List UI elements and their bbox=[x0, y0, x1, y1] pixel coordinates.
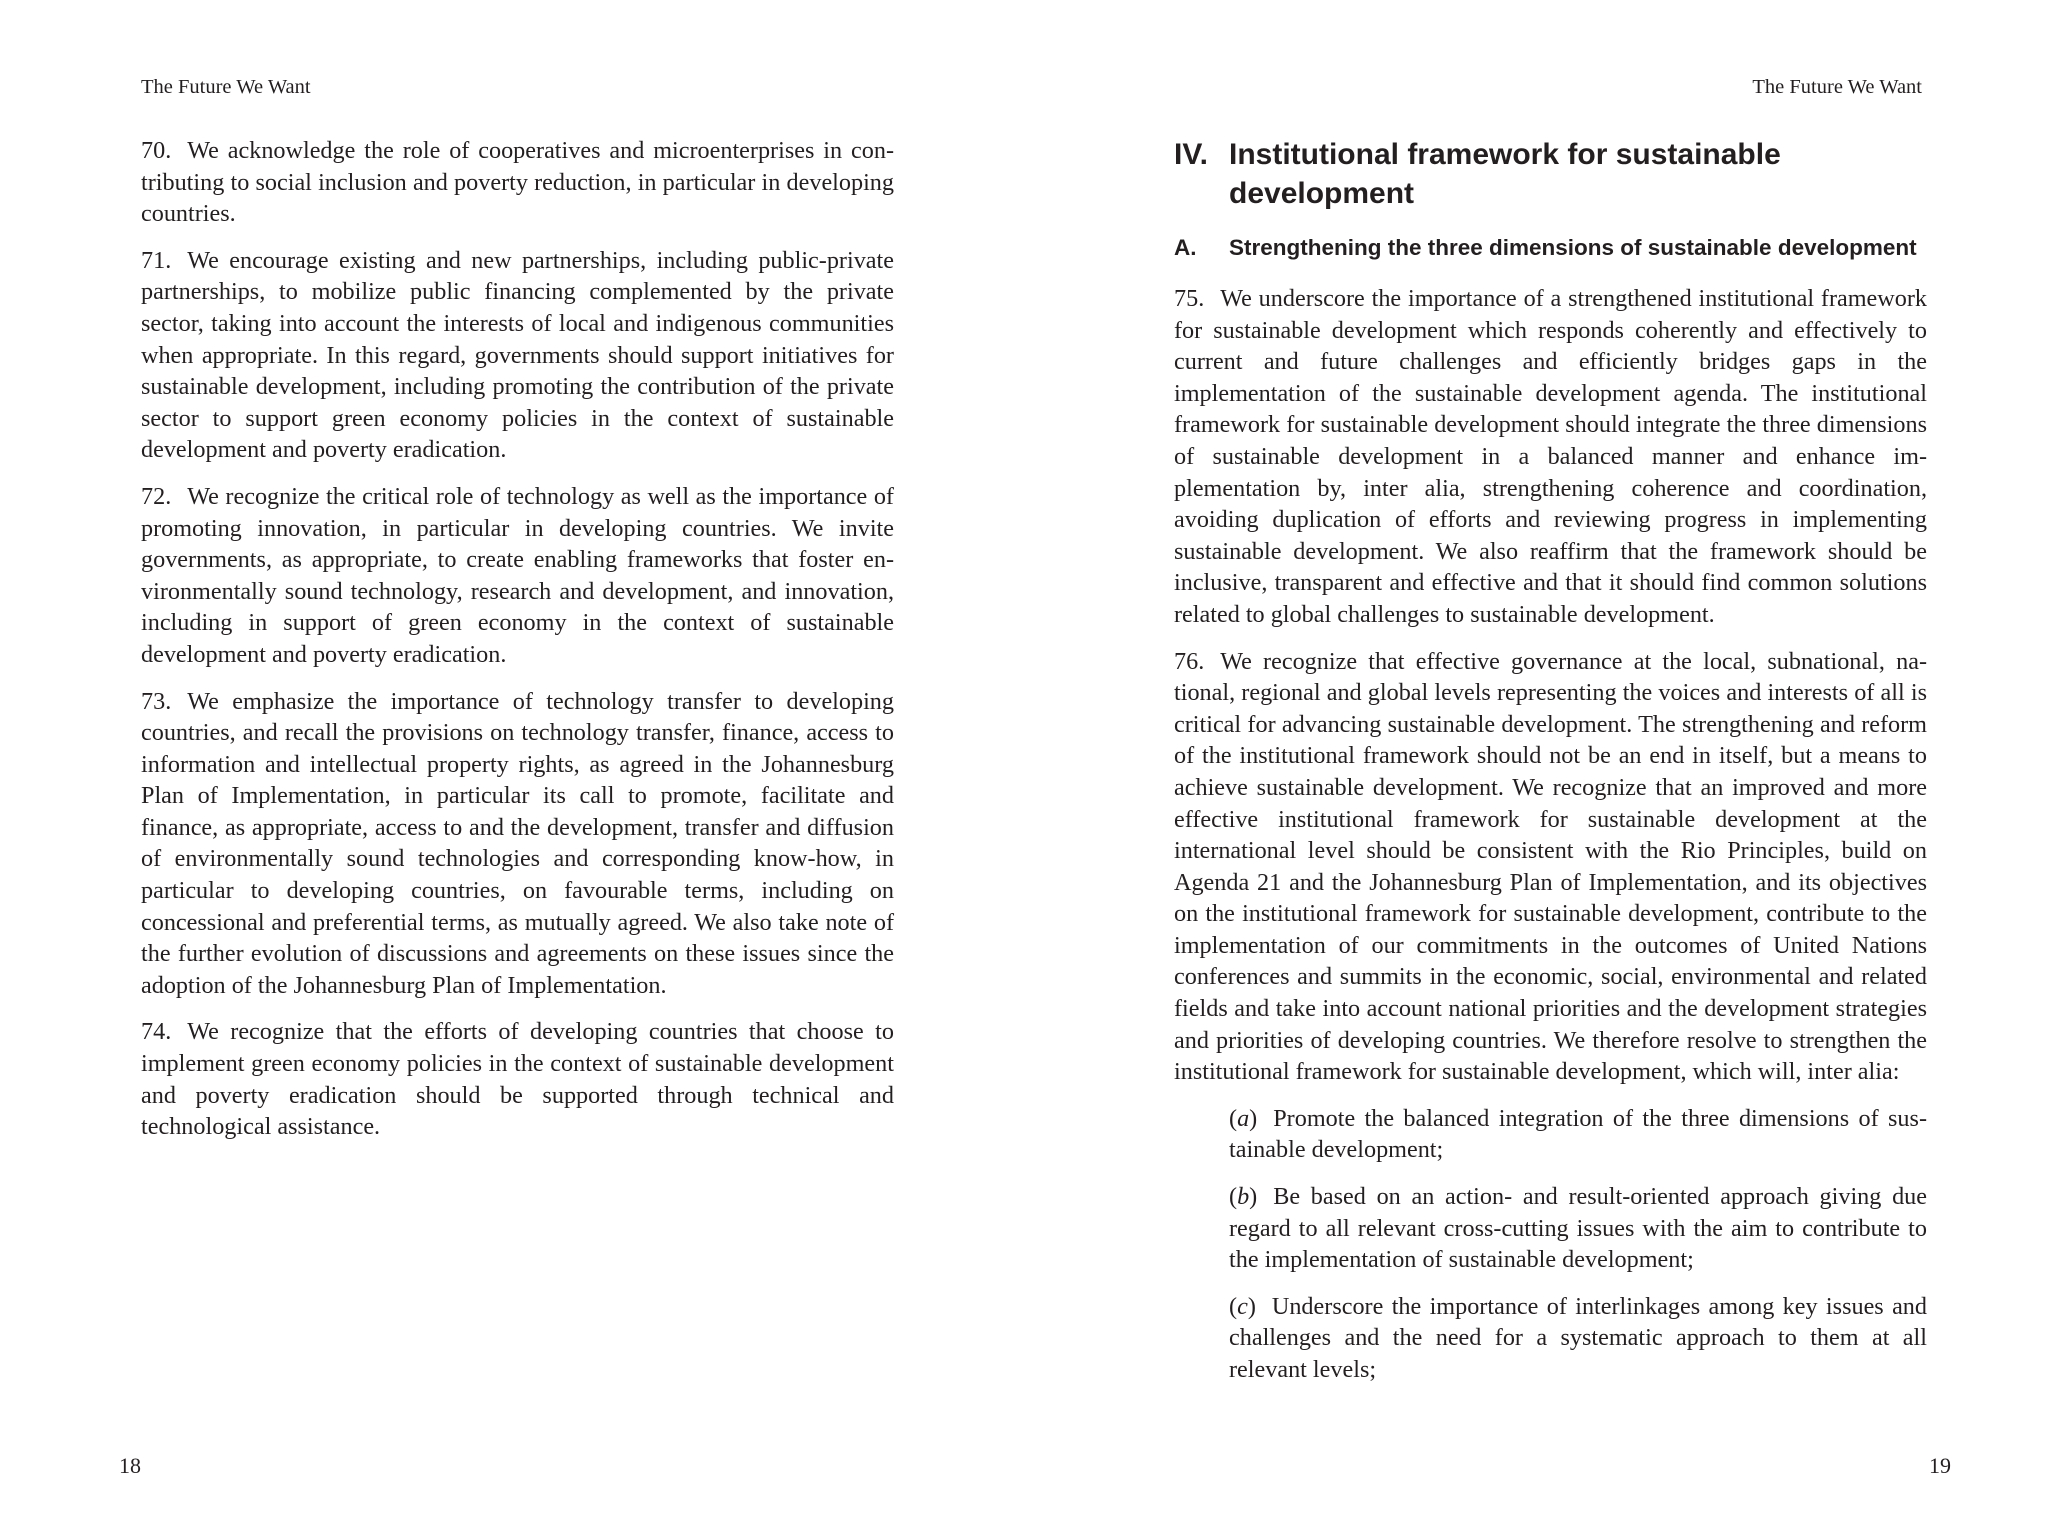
paragraph-number: 76. bbox=[1174, 647, 1205, 675]
item-label: (b) bbox=[1229, 1183, 1258, 1211]
paragraph-text: We underscore the importance of a strengthened institutional framework for sustainable development which responds coherently and effectively to current and future challenges and efficiently bridges gaps in the implementation of the sustainable development agenda. The institutional framework for sustainable development should integrate the three dimensions of sustainable development in a balanced manner and enhance implementation by, inter alia, strengthening coherence and coordination, avoiding duplication of efforts and reviewing progress in implementing sustainable development. We also reaffirm that the framework should be inclusive, transparent and effective and that it should find common solutions related to global challenges to sustainable development. bbox=[1174, 285, 1927, 628]
section-heading bbox=[1174, 135, 1927, 213]
item-letter: b bbox=[1237, 1183, 1250, 1211]
section-number: IV. bbox=[1174, 138, 1208, 171]
running-head: The Future We Want bbox=[1752, 76, 1922, 98]
paragraph-text: We recognize the critical role of technology as well as the importance of promoting innovation, in particular in developing countries. We invite governments, as appropriate, to create enabling frameworks that foster environmentally sound technology, research and development, and innovation, including in support of green economy in the context of sustainable development and poverty eradication. bbox=[141, 482, 894, 668]
paragraph-72 bbox=[141, 481, 894, 671]
item-label: (a) bbox=[1229, 1104, 1258, 1132]
paragraph-75 bbox=[1174, 283, 1927, 631]
section-title: Institutional framework for sustainable development bbox=[1229, 138, 1781, 210]
paragraph-73 bbox=[141, 686, 894, 1002]
paragraph-text: We recognize that the efforts of developing countries that choose to implement green economy policies in the context of sustainable development and poverty eradication should be supported through technical and technological assistance. bbox=[141, 1018, 894, 1141]
page-number: 19 bbox=[1929, 1453, 1951, 1478]
item-text: Be based on an action- and result-oriented approach giving due regard to all relevant cross-cutting issues with the aim to contribute to the implementation of sustainable development; bbox=[1229, 1183, 1927, 1274]
subsection-number: A. bbox=[1174, 235, 1197, 260]
page-number: 18 bbox=[119, 1453, 141, 1478]
item-label: (c) bbox=[1229, 1292, 1256, 1320]
text-column bbox=[1174, 135, 1927, 1401]
subsection-title: Strengthening the three dimensions of sustainable development bbox=[1229, 235, 1917, 260]
paragraph-text: We recognize that effective governance at the local, subnational, national, regional and global levels representing the voices and interests of all is critical for advancing sustainable development. The strengthening and reform of the institutional framework should not be an end in itself, but a means to achieve sustainable development. We recognize that an improved and more effective institutional framework for sustainable development at the international level should be consistent with the Rio Principles, build on Agenda 21 and the Johannesburg Plan of Implementation, and its objectives on the institutional framework for sustainable development, contribute to the implementation of our commitments in the outcomes of United Nations conferences and summits in the economic, social, environmental and related fields and take into account national priorities and the development strategies and priorities of developing countries. We therefore resolve to strengthen the institutional framework for sustainable development, which will, inter alia: bbox=[1174, 647, 1927, 1086]
paragraph-text: We emphasize the importance of technology transfer to developing countries, and recall the provisions on technology transfer, finance, access to information and intellectual property rights, as agreed in the Johannesburg Plan of Implementation, in particular its call to promote, facilitate and finance, as appropriate, access to and the development, transfer and diffusion of environmentally sound technologies and corresponding know-how, in particular to developing countries, on favourable terms, including on concessional and preferential terms, as mutually agreed. We also take note of the further evolution of discussions and agreements on these issues since the adoption of the Johannesburg Plan of Implementation. bbox=[141, 687, 894, 999]
list-item-a bbox=[1229, 1103, 1927, 1166]
item-text: Underscore the importance of interlinkages among key issues and challenges and the need for a systematic approach to them at all relevant levels; bbox=[1229, 1292, 1927, 1383]
paragraph-text: We encourage existing and new partnerships, including public-private partnerships, to mobilize public financing complemented by the private sector, taking into account the interests of local and indigenous communities when appropriate. In this regard, governments should support initiatives for sustainable development, including promoting the contribution of the private sector to support green economy policies in the context of sustainable development and poverty eradication. bbox=[141, 246, 894, 464]
paragraph-text: We acknowledge the role of cooperatives and microenterprises in contributing to social inclusion and poverty reduction, in particular in developing countries. bbox=[141, 137, 894, 228]
item-text: Promote the balanced integration of the three dimensions of sustainable development; bbox=[1229, 1104, 1927, 1164]
paragraph-number: 71. bbox=[141, 246, 172, 274]
text-column bbox=[141, 135, 894, 1158]
subsection-heading bbox=[1174, 233, 1927, 263]
item-letter: c bbox=[1237, 1292, 1248, 1320]
paragraph-number: 74. bbox=[141, 1018, 172, 1046]
running-head: The Future We Want bbox=[141, 76, 311, 98]
right-page bbox=[1024, 0, 2048, 1536]
paragraph-70 bbox=[141, 135, 894, 230]
paragraph-76 bbox=[1174, 646, 1927, 1088]
paragraph-number: 70. bbox=[141, 137, 172, 164]
paragraph-71 bbox=[141, 245, 894, 466]
paragraph-74 bbox=[141, 1016, 894, 1142]
item-letter: a bbox=[1237, 1104, 1250, 1132]
list-item-b bbox=[1229, 1181, 1927, 1276]
paragraph-number: 75. bbox=[1174, 285, 1205, 312]
paragraph-number: 72. bbox=[141, 482, 172, 510]
paragraph-number: 73. bbox=[141, 687, 172, 715]
list-item-c bbox=[1229, 1291, 1927, 1386]
